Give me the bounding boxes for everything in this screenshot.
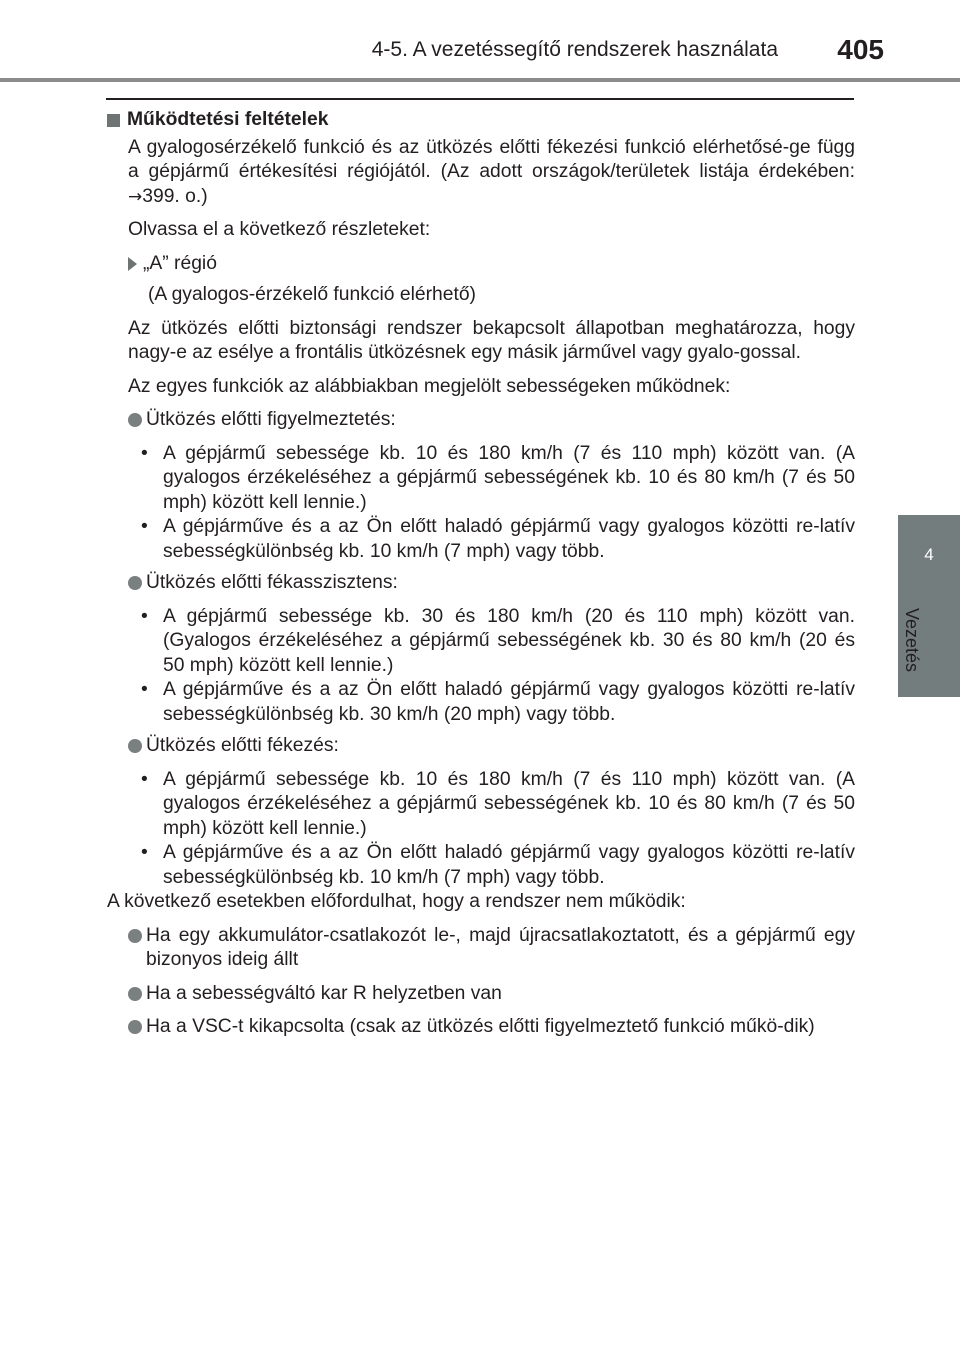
list-item-text: A gépjármű sebessége kb. 10 és 180 km/h (7 és 110 mph) között van. (A gyalogos érzékeléséhez a gépjármű sebességének kb. 10 és 80 km/h (7 és 50 mph) között kell lennie.) — [163, 442, 855, 513]
read-more-text: Olvassa el a következő részleteket: — [128, 219, 431, 240]
circle-bullet-icon — [128, 929, 142, 943]
running-title: 4-5. A vezetéssegítő rendszerek használata — [371, 38, 778, 61]
circle-bullet-icon — [128, 739, 142, 753]
circle-bullet-icon — [128, 576, 142, 590]
paragraph-2: Az egyes funkciók az alábbiakban megjelölt sebességeken működnek: — [128, 375, 731, 397]
list-item-text: A gépjárműve és a az Ön előtt haladó gépjármű vagy gyalogos közötti re-latív sebességkülönbség kb. 10 km/h (7 mph) vagy több. — [163, 516, 855, 562]
page-number: 405 — [837, 34, 884, 65]
condition-text: Ha a sebességváltó kar R helyzetben van — [146, 982, 502, 1004]
circle-bullet-icon — [128, 1020, 142, 1034]
region-note: (A gyalogos-érzékelő funkció elérhető) — [148, 284, 476, 305]
function-heading — [107, 734, 855, 759]
section-rule — [106, 98, 854, 100]
list-item — [107, 515, 855, 564]
bullet-dot-icon: • — [141, 768, 148, 790]
page-content — [107, 108, 855, 1040]
condition-text: Ha egy akkumulátor-csatlakozót le-, majd újracsatlakoztatott, és a gépjármű egy bizonyos ideig állt — [146, 924, 855, 970]
chapter-label: Vezetés — [902, 608, 922, 673]
header-rule — [0, 78, 960, 82]
list-item-text: A gépjárműve és a az Ön előtt haladó gépjármű vagy gyalogos közötti re-latív sebességkülönbség kb. 30 km/h (20 mph) vagy több. — [163, 679, 855, 725]
section-heading — [107, 108, 855, 133]
list-item — [107, 605, 855, 679]
region-label: „A” régió — [143, 252, 217, 274]
function-title: Ütközés előtti fékezés: — [146, 735, 339, 756]
bullet-dot-icon: • — [141, 842, 148, 863]
bullet-dot-icon: • — [141, 442, 148, 464]
page-header — [0, 0, 960, 80]
bullet-dot-icon: • — [141, 605, 148, 627]
circle-bullet-icon — [128, 413, 142, 427]
square-bullet-icon — [107, 114, 120, 127]
list-item — [107, 678, 855, 727]
function-heading — [107, 408, 855, 433]
chapter-number: 4 — [924, 545, 934, 564]
arrow-ref-icon: → — [128, 186, 143, 207]
list-item — [107, 841, 855, 890]
function-title: Ütközés előtti fékasszisztens: — [146, 572, 398, 593]
list-item-text: A gépjármű sebessége kb. 10 és 180 km/h (7 és 110 mph) között van. (A gyalogos érzékeléséhez a gépjármű sebességének kb. 10 és 80 km/h (7 és 50 mph) között kell lennie.) — [163, 768, 855, 839]
condition-text: Ha a VSC-t kikapcsolta (csak az ütközés előtti figyelmeztető funkció műkö-dik) — [146, 1016, 815, 1037]
condition-item — [107, 1015, 855, 1040]
bullet-dot-icon: • — [141, 679, 148, 700]
bullet-dot-icon: • — [141, 516, 148, 537]
list-item — [107, 442, 855, 516]
triangle-arrow-icon — [128, 257, 137, 271]
condition-item — [107, 982, 855, 1007]
function-title: Ütközés előtti figyelmeztetés: — [146, 409, 396, 430]
list-item-text: A gépjárműve és a az Ön előtt haladó gépjármű vagy gyalogos közötti re-latív sebességkülönbség kb. 10 km/h (7 mph) vagy több. — [163, 842, 855, 888]
intro-text: A gyalogosérzékelő funkció és az ütközés előtti fékezési funkció elérhetősé-ge függ a gépjármű értékesítési régiójától. (Az adott országok/területek listája érdekében: — [128, 136, 855, 182]
section-heading-text: Működtetési feltételek — [127, 109, 329, 130]
intro-ref: 399. o.) — [142, 185, 208, 207]
circle-bullet-icon — [128, 987, 142, 1001]
region-item — [107, 252, 855, 277]
condition-item — [107, 924, 855, 973]
not-working-intro: A következő esetekben előfordulhat, hogy a rendszer nem működik: — [107, 891, 686, 912]
function-heading — [107, 571, 855, 596]
list-item — [107, 768, 855, 842]
list-item-text: A gépjármű sebessége kb. 30 és 180 km/h (20 és 110 mph) között van. (Gyalogos érzékeléséhez a gépjármű sebességének kb. 30 és 80 km/h (20 és 50 mph) között kell lennie.) — [163, 605, 855, 676]
paragraph-1: Az ütközés előtti biztonsági rendszer bekapcsolt állapotban meghatározza, hogy nagy-e az esélye a frontális ütközésnek egy másik járművel vagy gyalo-gossal. — [128, 317, 855, 363]
intro-paragraph — [107, 136, 855, 210]
